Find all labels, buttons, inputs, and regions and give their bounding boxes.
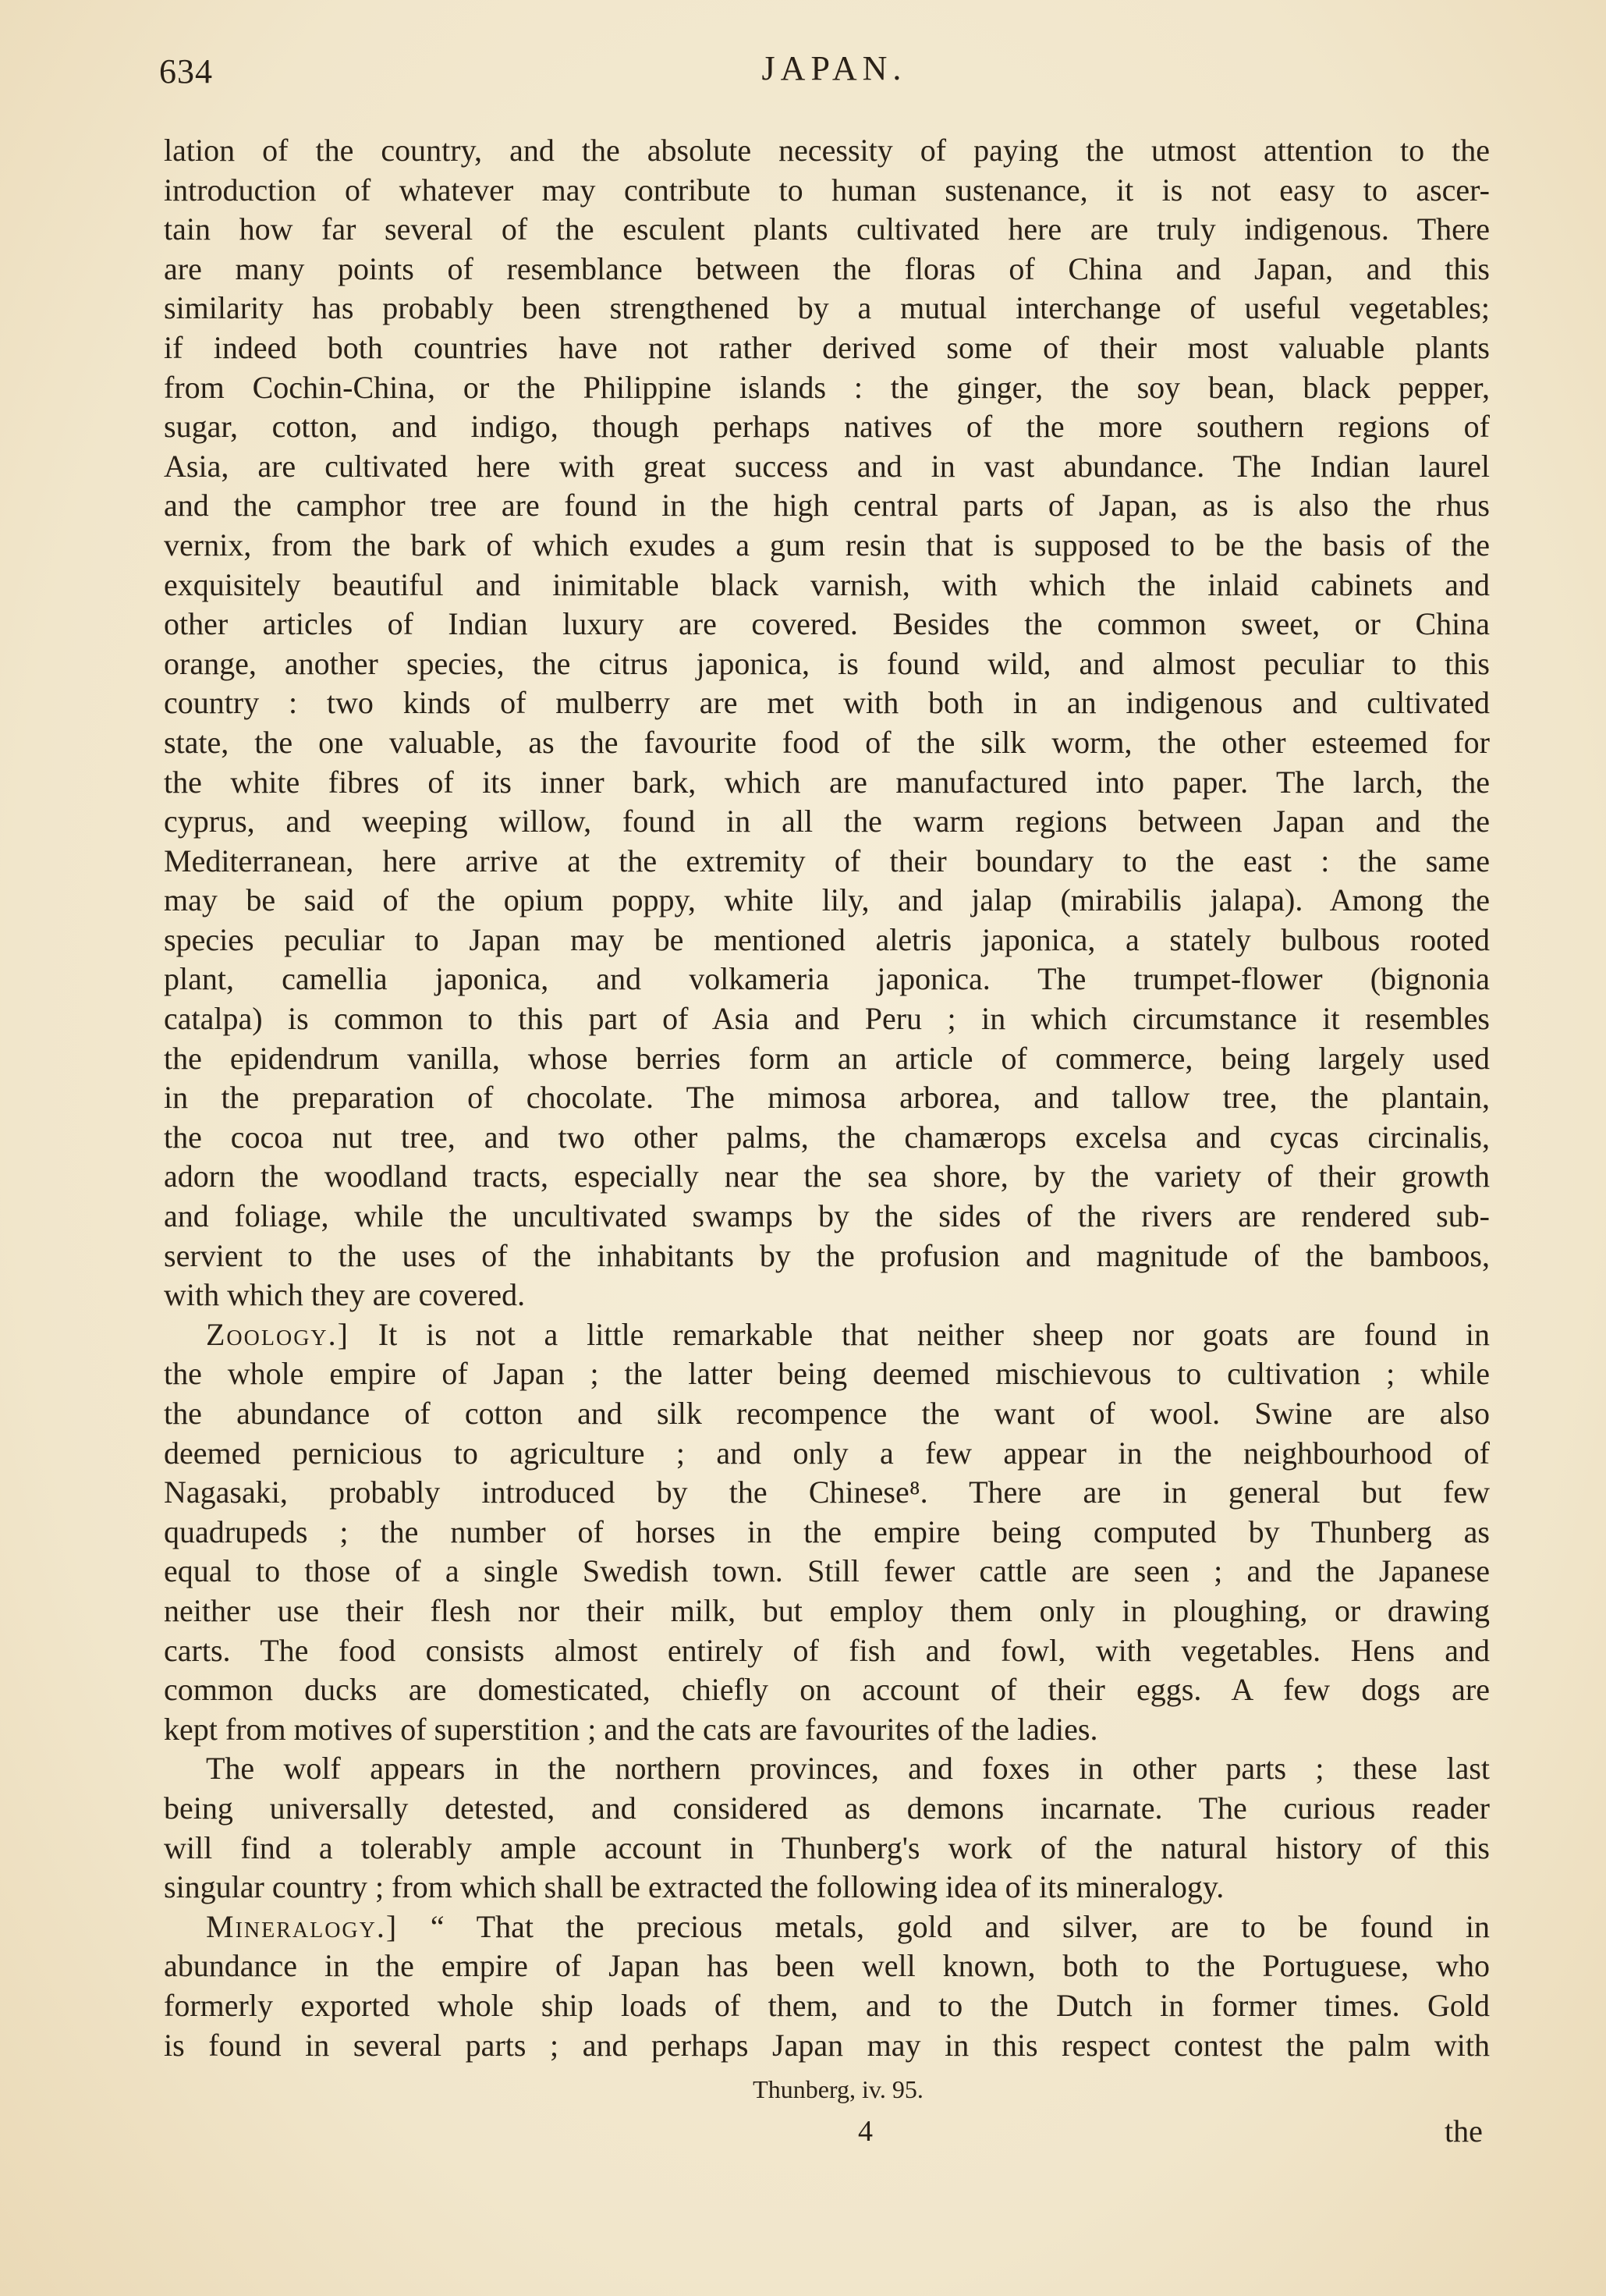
line-text: will find a tolerably ample account in Thunberg's work of the natural history of this: [164, 1829, 1490, 1865]
line-text: Nagasaki, probably introduced by the Chinese⁸. There are in general but few: [164, 1474, 1490, 1510]
line-text: common ducks are domesticated, chiefly on account of their eggs. A few dogs are: [164, 1672, 1490, 1708]
line-text: plant, camellia japonica, and volkameria japonica. The trumpet-flower (bignonia: [164, 961, 1490, 997]
text-line: [164, 368, 1490, 408]
line-text: the cocoa nut tree, and two other palms, the chamærops excelsa and cycas circinalis,: [164, 1119, 1490, 1155]
line-text: orange, another species, the citrus japonica, is found wild, and almost peculiar to this: [164, 645, 1490, 681]
line-text: formerly exported whole ship loads of them, and to the Dutch in former times. Gold: [164, 1987, 1490, 2023]
line-text: are many points of resemblance between the floras of China and Japan, and this: [164, 250, 1490, 286]
line-text: the epidendrum vanilla, whose berries form an article of commerce, being largely used: [164, 1040, 1490, 1076]
text-line: [164, 171, 1490, 211]
text-line: [164, 999, 1490, 1039]
line-text: with which they are covered.: [164, 1277, 526, 1313]
line-text: sugar, cotton, and indigo, though perhaps natives of the more southern regions of: [164, 409, 1490, 445]
line-text: equal to those of a single Swedish town. Still fewer cattle are seen ; and the Japanese: [164, 1553, 1490, 1589]
line-text: kept from motives of superstition ; and the cats are favourites of the ladies.: [164, 1711, 1098, 1747]
text-line: [164, 1197, 1490, 1237]
signature-mark: 4: [858, 2115, 873, 2148]
page-number: 634: [159, 52, 213, 90]
text-line: [164, 1789, 1490, 1829]
text-line: [164, 1592, 1490, 1631]
line-text: is found in several parts ; and perhaps Japan may in this respect contest the palm with: [164, 2027, 1490, 2063]
line-text: if indeed both countries have not rather derived some of their most valuable plants: [164, 329, 1490, 365]
body-text: [164, 131, 1490, 2065]
line-text: cyprus, and weeping willow, found in all the warm regions between Japan and the: [164, 804, 1490, 839]
line-text: the white fibres of its inner bark, which are manufactured into paper. The larch, the: [164, 764, 1490, 800]
running-head: JAPAN.: [761, 49, 907, 87]
line-text: in the preparation of chocolate. The mimosa arborea, and tallow tree, the plantain,: [164, 1080, 1490, 1116]
text-line: [164, 131, 1490, 171]
text-line: [164, 526, 1490, 566]
line-text: Asia, are cultivated here with great success and in vast abundance. The Indian laurel: [164, 448, 1490, 484]
text-line: [164, 1986, 1490, 2026]
text-line: [164, 447, 1490, 487]
text-line: [164, 921, 1490, 960]
line-text: introduction of whatever may contribute to human sustenance, it is not easy to ascer-: [164, 172, 1490, 208]
text-line: [164, 1631, 1490, 1671]
line-text: singular country ; from which shall be extracted the following idea of its mineralogy.: [164, 1869, 1225, 1905]
text-line: [164, 1868, 1490, 1907]
text-line: [164, 328, 1490, 368]
line-text: being universally detested, and considered as demons incarnate. The curious reader: [164, 1790, 1490, 1826]
text-line: [164, 1434, 1490, 1474]
text-line: [164, 1394, 1490, 1434]
line-text: and the camphor tree are found in the high central parts of Japan, as is also the rhus: [164, 488, 1490, 523]
text-line: [164, 1946, 1490, 1986]
text-line: [164, 644, 1490, 684]
catchword: the: [1445, 2113, 1483, 2149]
line-text: species peculiar to Japan may be mentioned aletris japonica, a stately bulbous rooted: [164, 921, 1490, 957]
line-text: deemed pernicious to agriculture ; and only a few appear in the neighbourhood of: [164, 1435, 1490, 1471]
line-text: may be said of the opium poppy, white lily, and jalap (mirabilis jalapa). Among the: [164, 882, 1490, 918]
line-text: similarity has probably been strengthened by a mutual interchange of useful vegetables;: [164, 290, 1490, 326]
footnote: Thunberg, iv. 95.: [753, 2075, 924, 2103]
line-text: from Cochin-China, or the Philippine islands : the ginger, the soy bean, black pepper,: [164, 369, 1490, 405]
text-line: [164, 605, 1490, 644]
line-text: “ That the precious metals, gold and silver, are to be found in: [398, 1908, 1490, 1944]
text-line: [164, 2026, 1490, 2066]
text-line: [164, 683, 1490, 723]
line-text: tain how far several of the esculent plants cultivated here are truly indigenous. There: [164, 211, 1490, 247]
text-line: [164, 1907, 1490, 1947]
text-line: [164, 1118, 1490, 1158]
text-line: [164, 842, 1490, 882]
line-text: servient to the uses of the inhabitants by the profusion and magnitude of the bamboos,: [164, 1237, 1490, 1273]
line-text: lation of the country, and the absolute necessity of paying the utmost attention to the: [164, 133, 1490, 168]
text-line: [164, 1749, 1490, 1789]
text-line: [164, 1829, 1490, 1868]
line-text: adorn the woodland tracts, especially near the sea shore, by the variety of their growth: [164, 1159, 1490, 1194]
text-line: [164, 723, 1490, 763]
text-line: [164, 1237, 1490, 1276]
text-line: [164, 1078, 1490, 1118]
text-line: [164, 1157, 1490, 1197]
line-text: the whole empire of Japan ; the latter being deemed mischievous to cultivation ; while: [164, 1356, 1490, 1392]
line-text: quadrupeds ; the number of horses in the empire being computed by Thunberg as: [164, 1514, 1490, 1549]
line-text: carts. The food consists almost entirely of fish and fowl, with vegetables. Hens and: [164, 1632, 1490, 1668]
line-text: The wolf appears in the northern provinces, and foxes in other parts ; these last: [206, 1751, 1490, 1787]
text-line: [164, 802, 1490, 842]
text-line: [164, 407, 1490, 447]
section-sidehead: Mineralogy.]: [206, 1908, 399, 1944]
line-text: exquisitely beautiful and inimitable black varnish, with which the inlaid cabinets and: [164, 566, 1490, 602]
text-line: [164, 1670, 1490, 1710]
text-line: [164, 1513, 1490, 1553]
text-line: [164, 566, 1490, 605]
section-sidehead: Zoology.]: [206, 1316, 349, 1352]
text-line: [164, 250, 1490, 289]
line-text: neither use their flesh nor their milk, but employ them only in ploughing, or drawing: [164, 1592, 1490, 1628]
line-text: country : two kinds of mulberry are met with both in an indigenous and cultivated: [164, 685, 1490, 721]
text-line: [164, 763, 1490, 803]
text-line: [164, 1354, 1490, 1394]
text-line: [164, 960, 1490, 999]
line-text: Mediterranean, here arrive at the extremity of their boundary to the east : the same: [164, 843, 1490, 878]
text-line: [164, 881, 1490, 921]
line-text: catalpa) is common to this part of Asia and Peru ; in which circumstance it resembles: [164, 1001, 1490, 1037]
text-line: [164, 1552, 1490, 1592]
text-line: [164, 486, 1490, 526]
text-line: [164, 1710, 1490, 1750]
text-line: [164, 1276, 1490, 1315]
line-text: and foliage, while the uncultivated swamps by the sides of the rivers are rendered sub-: [164, 1198, 1490, 1234]
text-line: [164, 1473, 1490, 1513]
text-line: [164, 210, 1490, 250]
line-text: abundance in the empire of Japan has been well known, both to the Portuguese, who: [164, 1948, 1490, 1984]
line-text: vernix, from the bark of which exudes a gum resin that is supposed to be the basis of the: [164, 527, 1490, 562]
line-text: state, the one valuable, as the favourite food of the silk worm, the other esteemed for: [164, 724, 1490, 760]
text-line: [164, 1315, 1490, 1355]
text-line: [164, 289, 1490, 328]
line-text: other articles of Indian luxury are covered. Besides the common sweet, or China: [164, 606, 1490, 642]
text-line: [164, 1039, 1490, 1079]
line-text: It is not a little remarkable that neither sheep nor goats are found in: [349, 1316, 1490, 1352]
line-text: the abundance of cotton and silk recompence the want of wool. Swine are also: [164, 1396, 1490, 1431]
